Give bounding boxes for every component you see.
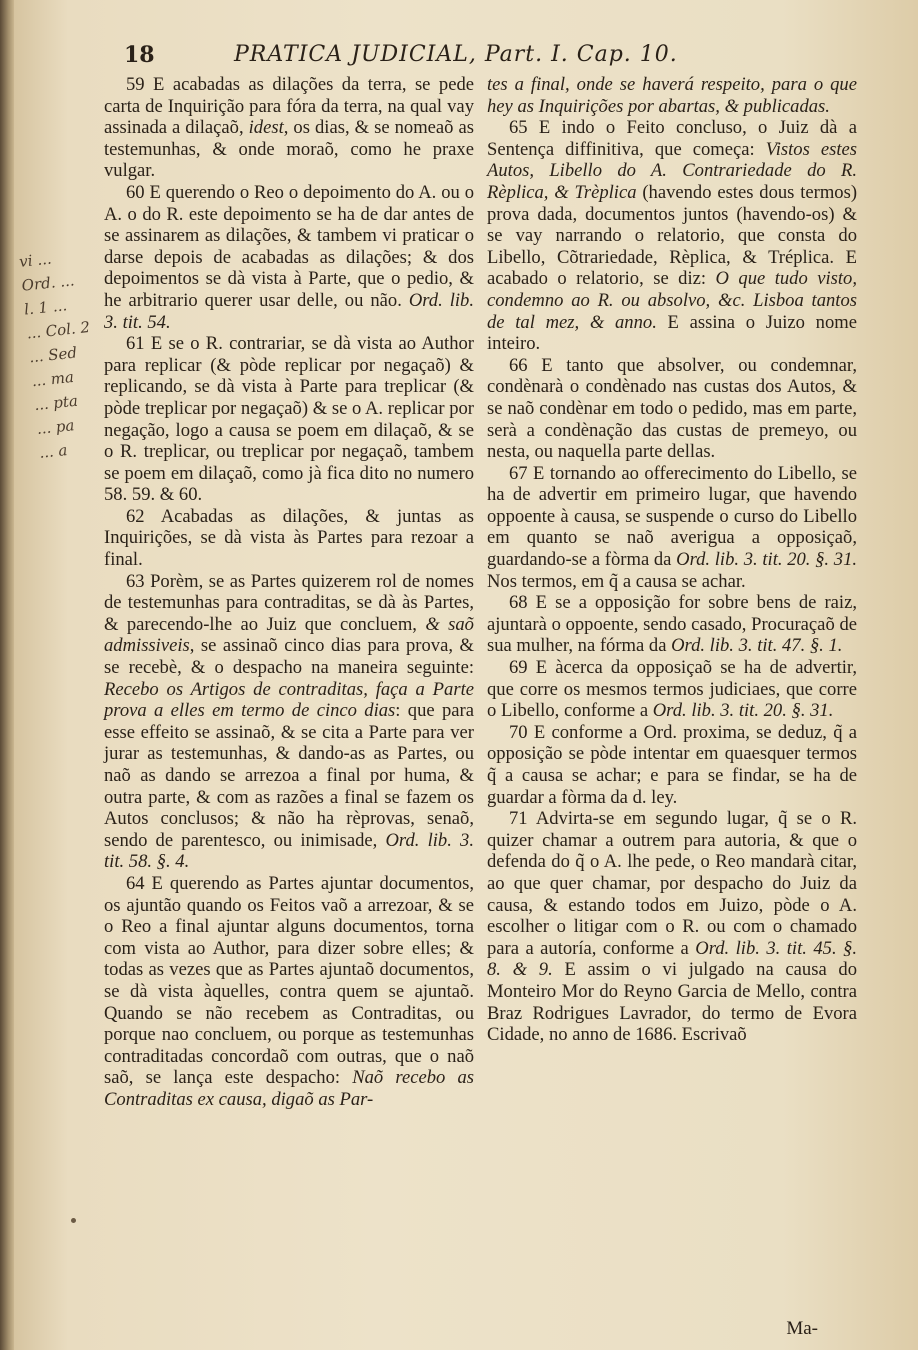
book-page <box>14 0 918 1350</box>
paragraph-62: 62 Acabadas as dilações, & juntas as Inquirições, se dà vista às Partes para rezoar a final. <box>104 505 474 571</box>
right-column <box>487 74 857 1046</box>
marginal-note: Ord. ... <box>20 271 76 295</box>
paragraph-64-continued: tes a final, onde se haverá respeito, para o que hey as Inquirições por abartas, & publicadas. <box>487 74 857 117</box>
running-head: PRATICA JUDICIAL, Part. I. Cap. 10. <box>234 42 678 67</box>
left-column <box>104 74 474 1111</box>
paragraph-66: 66 E tanto que absolver, ou condemnar, condènarà o condènado nas custas dos Autos, & se naõ condènar em todo o pedido, mas em parte, serà a condènação das custas de premeyo, ou nesta, ou naquella parte dellas. <box>487 354 857 463</box>
marginal-note: ... Sed <box>28 343 78 367</box>
paragraph-63: 63 Porèm, se as Partes quizerem rol de nomes de testemunhas para contraditas, se dà às Partes, & parecendo-lhe ao Juiz que concluem, & saõ admissiveis, se assinaõ cinco dias para prova, & se recebè, & o despacho na maneira seguinte: Recebo os Artigos de contraditas, faça a Parte prova a elles em termo de cinco dias: que para esse effeito se assinaõ, & se cita a Parte para ver jurar as testemunhas, & dando-as as Partes, ou naõ as dando se arrezoa a final por huma, & outra parte, & com as razões a final se fazem os Autos conclusos; & não ha rèprovas, senaõ, sendo de parentesco, ou inimisade, Ord. lib. 3. tit. 58. §. 4. <box>104 570 474 873</box>
marginal-note: ... a <box>38 441 69 462</box>
page-number: 18 <box>124 42 155 68</box>
paragraph-65: 65 E indo o Feito concluso, o Juiz dà a Sentença diffinitiva, que começa: Vistos estes Autos, Libello do A. Contrariedade do R. Rèplica, & Trèplica (havendo estes dous termos) prova dada, documentos juntos (havendo-os) & se vay narrando o relatorio, que consta do Libello, Cõtrariedade, Rèplica, & Tréplica. E acabado o relatorio, se diz: O que tudo visto, condemno ao R. ou absolvo, &c. Lisboa tantos de tal mez, & anno. E assina o Juizo nome inteiro. <box>487 117 858 355</box>
paragraph-70: 70 E conforme a Ord. proxima, se deduz, q̃ a opposição se pòde intentar em quaesquer termos q̃ a causa se achar; e para se findar, se ha de guardar a fòrma da d. ley. <box>487 721 857 808</box>
paragraph-60: 60 E querendo o Reo o depoimento do A. ou o A. o do R. este depoimento se ha de dar antes de se assinarem as dilações, & tambem vi praticar o darse depois de acabadas as dilações; & dos depoimentos se dà vista à Parte, que o pedio, & he arbitrario querer usar delle, ou não. Ord. lib. 3. tit. 54. <box>104 181 474 333</box>
paragraph-59: 59 E acabadas as dilações da terra, se pede carta de Inquirição para fóra da terra, na qual vay assinada a dilaçaõ, idest, os dias, & se nomeaõ as testemunhas, & onde moraõ, como he praxe vulgar. <box>104 74 474 182</box>
paragraph-69: 69 E àcerca da opposiçaõ se ha de advertir, que corre os mesmos termos judiciaes, que corre o Libello, conforme a Ord. lib. 3. tit. 20. §. 31. <box>487 657 857 722</box>
paragraph-61: 61 E se o R. contrariar, se dà vista ao Author para replicar (& pòde replicar por negaçaõ) & replicando, se dà vista à Parte para treplicar (& pòde treplicar por negaçaõ) & se o A. replicar por negação, logo a causa se poem em dilaçaõ, & se o R. treplicar, ou treplicar por negaçaõ, tambem se poem em dilaçaõ, como jà fica dito no numero 58. 59. & 60. <box>104 333 474 506</box>
paragraph-64: 64 E querendo as Partes ajuntar documentos, os ajuntão quando os Feitos vaõ a arrezoar, & se o Reo a final ajuntar alguns documentos, torna com vista ao Author, para dizer sobre elles; & todas as vezes que as Partes ajuntaõ documentos, se dà vista àquelles, contra quem se ajuntaõ. Quando se não recebem as Contraditas, ou porque nao concluem, ou porque as testemunhas contraditadas concordaõ com outras, que o naõ saõ, se lança este despacho: Naõ recebo as Contraditas ex causa, digaõ as Par- <box>104 872 474 1110</box>
paragraph-68: 68 E se a opposição for sobre bens de raiz, ajuntarà o oppoente, sendo casado, Procuraçaõ de sua mulher, na fórma da Ord. lib. 3. tit. 47. §. 1. <box>487 592 857 657</box>
marginal-note: ... ma <box>30 367 75 391</box>
marginal-note: vi ... <box>18 249 53 271</box>
catchword: Ma- <box>786 1318 818 1339</box>
marginal-note: ... pta <box>33 391 79 415</box>
marginal-note: ... pa <box>35 416 76 438</box>
marginal-note: ... Col. 2 <box>25 317 91 343</box>
paragraph-67: 67 E tornando ao offerecimento do Libello, se ha de advertir em primeiro lugar, que havendo oppoente à causa, se suspende o curso do Libello em quanto se naõ averigua a opposiçaõ, guardando-se a fòrma da Ord. lib. 3. tit. 20. §. 31. Nos termos, em q̃ a causa se achar. <box>487 462 858 592</box>
book-gutter <box>0 0 14 1350</box>
marginal-note: l. 1 ... <box>23 296 68 319</box>
page-header <box>124 40 824 74</box>
ink-spot <box>71 1218 76 1223</box>
paragraph-71: 71 Advirta-se em segundo lugar, q̃ se o R. quizer chamar a outrem para autoria, & que o defenda do q̃ o A. lhe pede, o Reo mandarà citar, ao que quer chamar, por despacho do Juiz da causa, & estando todos em Juizo, pòde o A. escolher o litigar com o R. ou com o chamado para a autoría, conforme a Ord. lib. 3. tit. 45. §. 8. & 9. E assim o vi julgado na causa do Monteiro Mor do Reyno Garcia de Mello, contra Braz Rodrigues Lavrador, do termo de Evora Cidade, no anno de 1686. Escrivaõ <box>487 808 857 1046</box>
